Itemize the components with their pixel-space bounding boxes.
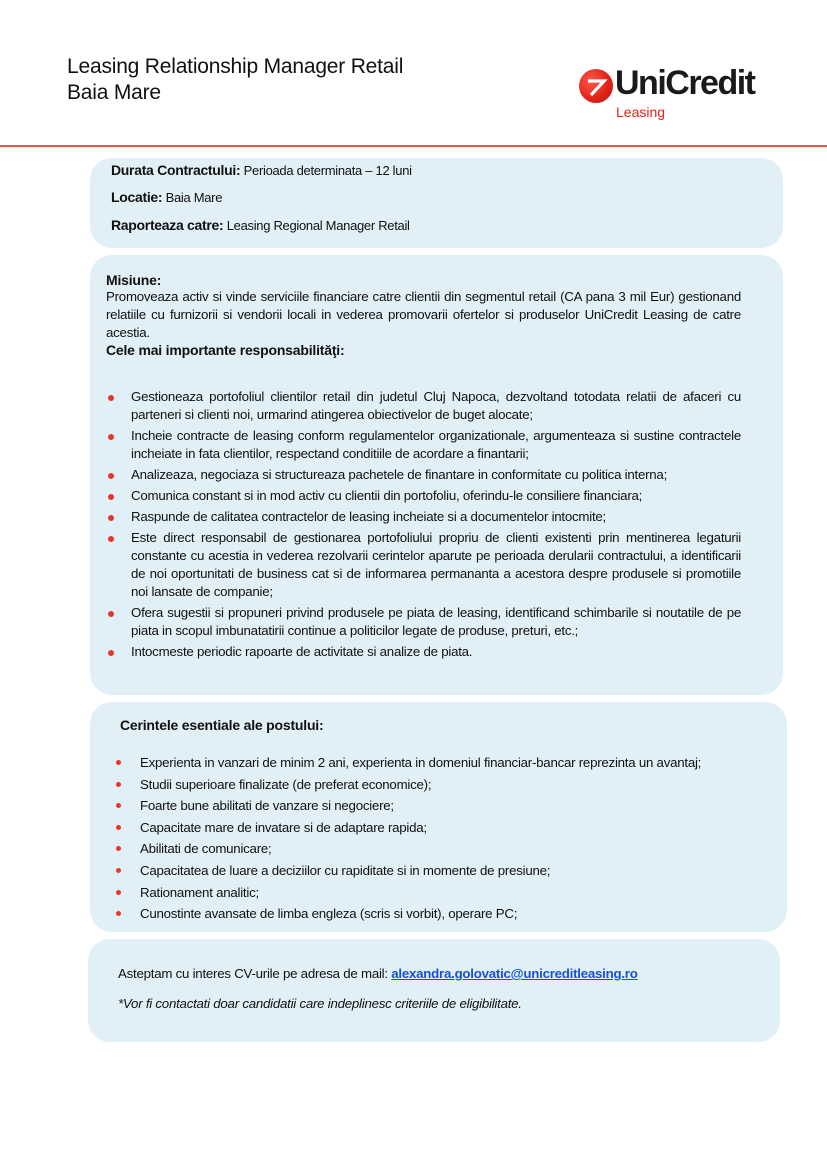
list-item: Capacitatea de luare a deciziilor cu rapiditate si in momente de presiune; [114, 862, 754, 884]
bullet-icon [108, 536, 114, 542]
contact-panel [88, 939, 780, 1042]
contract-duration-label: Durata Contractului: [111, 162, 241, 178]
unicredit-leasing-logo [579, 64, 759, 126]
mission-text: Promoveaza activ si vinde serviciile financiare catre clientii din segmentul retail (CA pana 3 mil Eur) gestionand relatiile cu furnizorii si vendorii locali in vederea promovarii ofertelor si produselor UniCredit Leasing de catre acestia. [106, 289, 741, 340]
bullet-icon [116, 825, 121, 830]
bullet-icon [108, 494, 114, 500]
requirements-title: Cerintele esentiale ale postului: [120, 717, 324, 733]
list-item: Abilitati de comunicare; [114, 840, 754, 862]
list-item: Intocmeste periodic rapoarte de activitate si analize de piata. [106, 643, 741, 661]
bullet-icon [108, 395, 114, 401]
email-link[interactable]: alexandra.golovatic@unicreditleasing.ro [391, 966, 638, 981]
list-item: Cunostinte avansate de limba engleza (scris si vorbit), operare PC; [114, 905, 754, 927]
contract-duration-value: Perioada determinata – 12 luni [243, 163, 412, 178]
bullet-icon [108, 434, 114, 440]
location-value: Baia Mare [165, 190, 223, 205]
eligibility-note: *Vor fi contactati doar candidatii care indeplinesc criteriile de eligibilitate. [118, 996, 522, 1011]
bullet-icon [108, 473, 114, 479]
bullet-icon [116, 868, 121, 873]
bullet-icon [116, 760, 121, 765]
list-item: Analizeaza, negociaza si structureaza pachetele de finantare in conformitate cu politica interna; [106, 466, 741, 484]
bullet-icon [116, 890, 121, 895]
list-item: Experienta in vanzari de minim 2 ani, experienta in domeniul financiar-bancar reprezinta un avantaj; [114, 754, 754, 776]
list-item: Raspunde de calitatea contractelor de leasing incheiate si a documentelor intocmite; [106, 508, 741, 526]
bullet-icon [108, 611, 114, 617]
reports-to-value: Leasing Regional Manager Retail [226, 218, 410, 233]
requirements-list [114, 754, 754, 927]
bullet-icon [116, 846, 121, 851]
list-item: Incheie contracte de leasing conform regulamentelor organizationale, argumenteaza si sustine contractele incheiate in fata clientilor, respectand conditiile de acordare a finantarii; [106, 427, 741, 463]
responsibilities-list [106, 388, 741, 664]
logo-subtitle: Leasing [616, 104, 666, 120]
reports-to [111, 217, 410, 233]
location [111, 189, 222, 205]
job-location-title: Baia Mare [67, 81, 161, 104]
list-item: Rationament analitic; [114, 884, 754, 906]
list-item: Foarte bune abilitati de vanzare si negociere; [114, 797, 754, 819]
bullet-icon [116, 803, 121, 808]
contract-duration [111, 162, 412, 178]
bullet-icon [116, 911, 121, 916]
contact-line [118, 966, 638, 981]
contact-text: Asteptam cu interes CV-urile pe adresa de mail: [118, 966, 392, 981]
list-item: Capacitate mare de invatare si de adaptare rapida; [114, 819, 754, 841]
list-item: Comunica constant si in mod activ cu clientii din portofoliu, oferindu-le consiliere financiara; [106, 487, 741, 505]
job-title: Leasing Relationship Manager Retail [67, 55, 404, 78]
mission-title: Misiune: [106, 272, 162, 288]
page-title [67, 54, 403, 106]
mission-section [106, 272, 741, 358]
unicredit-logo-icon [579, 69, 613, 103]
list-item: Gestioneaza portofoliul clientilor retail din judetul Cluj Napoca, dezvoltand totodata relatii de afaceri cu parteneri si clienti noi, urmarind atingerea obiectivelor de buget alocate; [106, 388, 741, 424]
bullet-icon [108, 650, 114, 656]
list-item: Studii superioare finalizate (de preferat economice); [114, 776, 754, 798]
list-item: Este direct responsabil de gestionarea portofoliului propriu de clienti existenti prin mentinerea legaturii constante cu acestia in vederea rezolvarii cerintelor aparute pe perioada derularii contractului, a identificarii de noi oportunitati de business cat si de informarea permananta a acestora despre produsele si promotiile noi lansate de companie; [106, 529, 741, 601]
responsibilities-title: Cele mai importante responsabilităţi: [106, 342, 345, 358]
reports-to-label: Raporteaza catre: [111, 217, 224, 233]
bullet-icon [116, 782, 121, 787]
location-label: Locatie: [111, 189, 163, 205]
bullet-icon [108, 515, 114, 521]
list-item: Ofera sugestii si propuneri privind produsele pe piata de leasing, identificand schimbarile si noutatile de pe piata in scopul imbunatatirii continue a politicilor legate de produse, preturi, etc.; [106, 604, 741, 640]
logo-name: UniCredit [615, 64, 755, 102]
header-divider [0, 145, 827, 147]
